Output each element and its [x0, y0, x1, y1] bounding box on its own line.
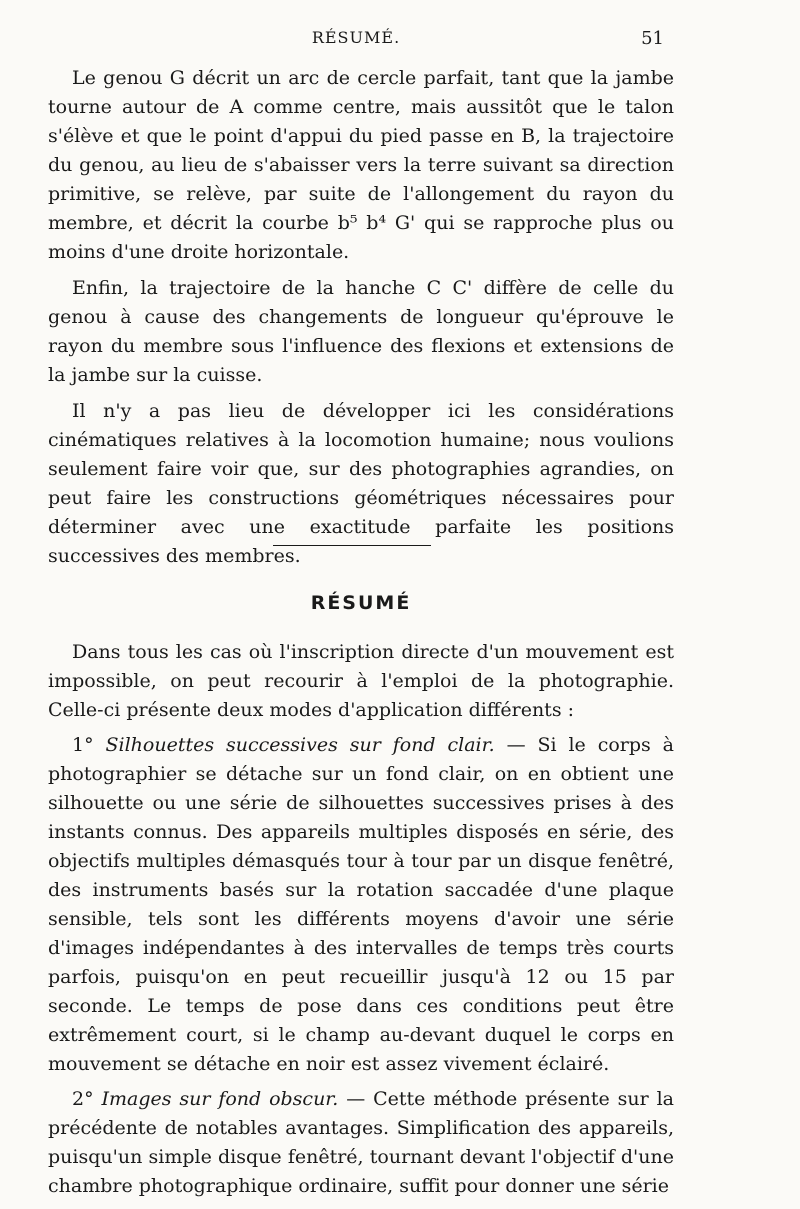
page-number: 51: [641, 28, 664, 49]
paragraph-knee-trajectory: Le genou G décrit un arc de cercle parfait, tant que la jambe tourne autour de A comme centre, mais aussitôt que le talon s'élève et que le point d'appui du pied passe en B, la trajectoire du genou, au lieu de s'abaisser vers la terre suivant sa direction primitive, se relève, par suite de l'allongement du rayon du membre, et décrit la courbe b⁵ b⁴ G' qui se rapproche plus ou moins d'une droite horizontale.: [48, 67, 674, 263]
summary-item-2: [48, 1085, 674, 1201]
paragraph-kinematics: Il n'y a pas lieu de développer ici les considérations cinématiques relatives à la locomotion humaine; nous voulions seulement faire voir que, sur des photographies agrandies, on peut faire les constructions géométriques nécessaires pour déterminer avec une exactitude parfaite les positions successives des membres.: [48, 400, 674, 567]
item-2-number: 2°: [72, 1088, 94, 1110]
item-1-number: 1°: [72, 734, 94, 756]
paragraph-hip-trajectory: Enfin, la trajectoire de la hanche C C' diffère de celle du genou à cause des changements de longueur qu'éprouve le rayon du membre sous l'influence des flexions et extensions de la jambe sur la cuisse.: [48, 277, 674, 386]
item-2-title: Images sur fond obscur.: [101, 1088, 339, 1110]
summary-item-1: [48, 731, 674, 1079]
item-1-text: — Si le corps à photographier se détache sur un fond clair, on en obtient une silhouette ou une série de silhouettes successives prises à des instants connus. Des appareils multiples disposés en série, des objectifs multiples démasqués tour à tour par un disque fenêtré, des instruments basés sur la rotation saccadée d'une plaque sensible, tels sont les différents moyens d'avoir une série d'images indépendantes à des intervalles de temps très courts parfois, puisqu'on en peut recueillir jusqu'à 12 ou 15 par seconde. Le temps de pose dans ces conditions peut être extrêmement court, si le champ au-devant duquel le corps en mouvement se détache en noir est assez vivement éclairé.: [48, 734, 675, 1075]
section-title: RÉSUMÉ: [310, 592, 412, 614]
item-2-text: — Cette méthode présente sur la précédente de notables avantages. Simplification des appareils, puisqu'un simple disque fenêtré, tournant devant l'objectif d'une chambre photographique ordinaire, suffit pour donner une série: [48, 1088, 674, 1197]
summary-intro: Dans tous les cas où l'inscription directe d'un mouvement est impossible, on peut recourir à l'emploi de la photographie. Celle-ci présente deux modes d'application différents :: [48, 641, 674, 721]
item-1-title: Silhouettes successives sur fond clair.: [105, 734, 495, 756]
section-divider: [273, 545, 431, 546]
body-text-top: [48, 64, 674, 578]
summary-text: [48, 638, 674, 1207]
running-head: RÉSUMÉ.: [311, 28, 401, 47]
